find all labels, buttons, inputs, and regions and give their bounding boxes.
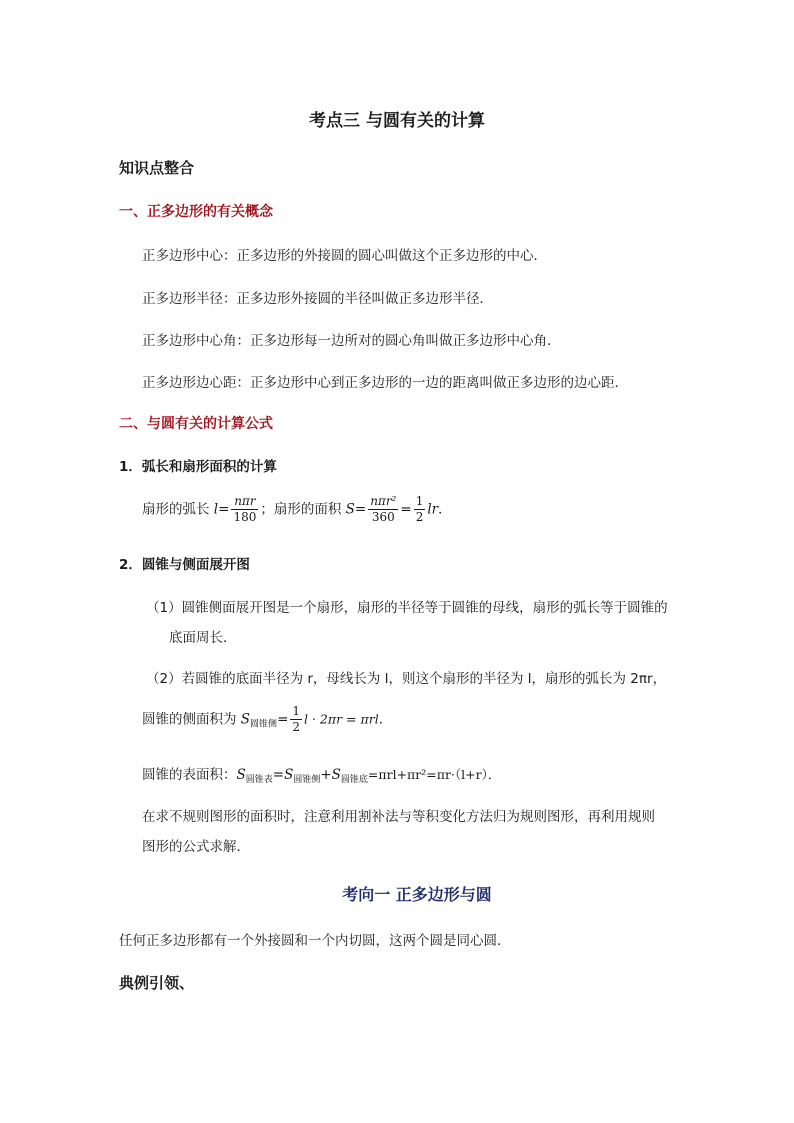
definition-radius: 正多边形半径：正多边形外接圆的半径叫做正多边形半径． [142,291,493,307]
area-num: nπr² [370,494,397,508]
area-fraction [368,494,398,525]
surface-eq: =S [272,767,294,783]
surface-tail: =πrl+πr²=πr·（l+r）． [367,767,501,782]
lateral-end: ． [378,711,393,728]
lateral-area-formula [142,704,392,735]
cone-item1-line1: （1）圆锥侧面展开图是一个扇形，扇形的半径等于圆锥的母线，扇形的弧长等于圆锥的 [146,600,668,616]
arc-fraction [231,494,258,525]
lateral-half [290,704,302,735]
surface-plus: +S [320,767,341,783]
surface-area-formula [142,763,500,785]
page-title: 考点三 与圆有关的计算 [309,111,485,131]
surface-S-a: S [236,767,246,783]
section-heading: 知识点整合 [119,159,195,177]
definition-central-angle: 正多边形中心角：正多边形每一边所对的圆心角叫做正多边形中心角． [142,333,561,349]
area-den: 360 [371,510,395,524]
arc-label: 扇形的弧长 [142,501,210,518]
lateral-half-den: 2 [292,720,301,734]
arc-var: l= [213,501,230,518]
cone-item2: （2）若圆锥的底面半径为 r，母线长为 l，则这个扇形的半径为 l，扇形的弧长为 2πr， [146,671,667,687]
area-eq: = [400,501,412,518]
surface-sub-b: 圆锥侧 [293,775,321,785]
lateral-sub: 圆锥侧 [250,719,278,730]
note-line1: 在求不规则图形的面积时，注意利用割补法与等积变化方法归为规则图形，再利用规则 [142,809,655,825]
lateral-label: 圆锥的侧面积为 [142,711,237,728]
direction-text: 任何正多边形都有一个外接圆和一个内切圆，这两个圆是同心圆． [119,933,511,949]
half-num: 1 [415,494,424,508]
surface-sub-a: 圆锥表 [245,775,273,785]
sub1-heading: 1．弧长和扇形面积的计算 [119,459,277,475]
example-heading: 典例引领、 [119,974,195,992]
direction-heading: 考向一 正多边形与圆 [342,885,492,904]
definition-center: 正多边形中心：正多边形的外接圆的圆心叫做这个正多边形的中心． [142,248,547,264]
lateral-half-num: 1 [292,704,301,718]
note-line2: 图形的公式求解． [142,839,250,855]
area-var: S= [345,501,367,518]
arc-num: nπr [231,494,258,510]
sub2-heading: 2．圆锥与侧面展开图 [119,557,250,573]
area-tail: lr [427,501,439,518]
arc-den: 180 [233,510,257,524]
cone-item1-line2: 底面周长． [169,630,237,646]
part1-heading: 一、正多边形的有关概念 [119,204,273,220]
lateral-tail: l · 2πr = πrl [304,711,379,727]
part2-heading: 二、与圆有关的计算公式 [119,416,273,432]
arc-area-formula [142,494,452,525]
lateral-S: S [240,711,251,728]
surface-label: 圆锥的表面积： [142,767,237,783]
definition-apothem: 正多边形边心距：正多边形中心到正多边形的一边的距离叫做正多边形的边心距． [142,375,628,391]
half-fraction [414,494,426,525]
surface-sub-c: 圆锥底 [340,775,368,785]
formula-end: ． [438,501,452,518]
lateral-eq: = [277,711,289,728]
half-den: 2 [415,510,424,524]
formula-sep: ；扇形的面积 [260,501,342,518]
